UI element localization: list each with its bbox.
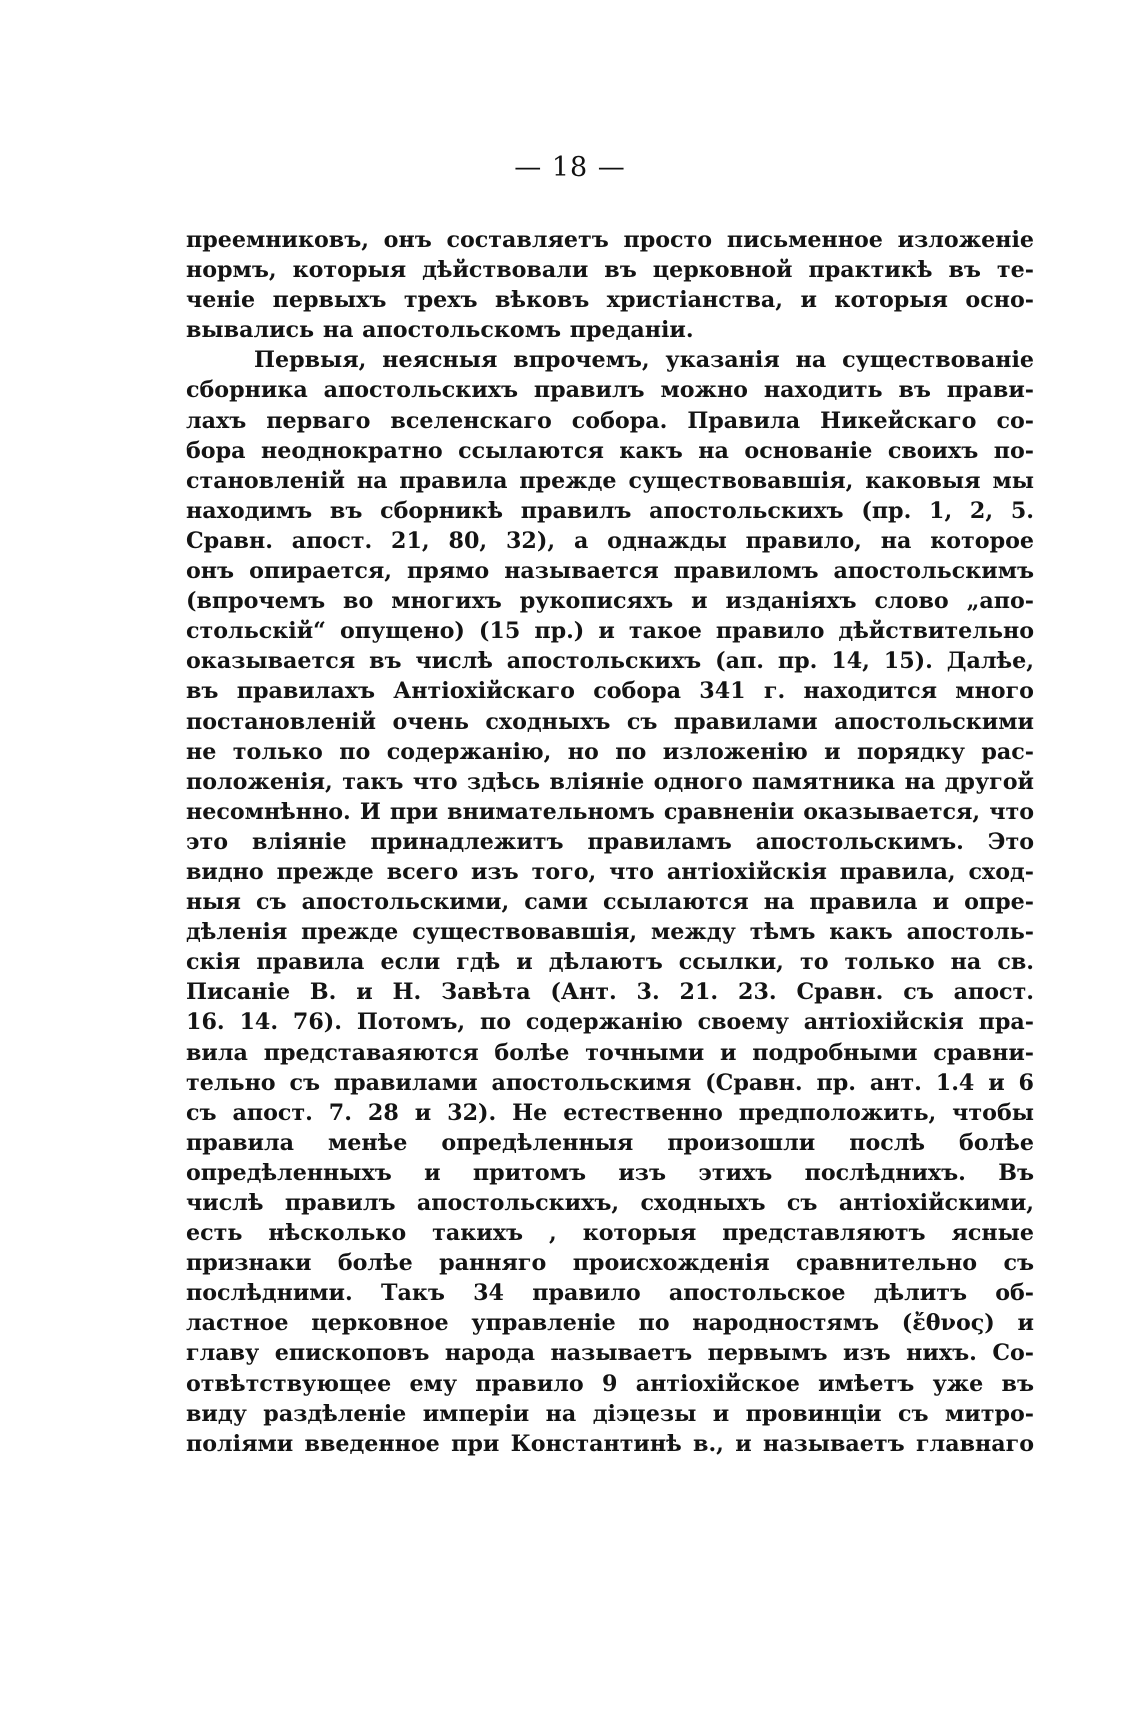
text-line: видно прежде всего изъ того, что антіохійскія правила, сход- (186, 858, 1034, 885)
text-line: находимъ въ сборникѣ правилъ апостольскихъ (пр. 1, 2, 5. (186, 497, 1034, 524)
text-line: поліями введенное при Константинѣ в., и называетъ главнаго (186, 1430, 1034, 1457)
text-line: вывались на апостольскомъ преданіи. (186, 317, 694, 344)
text-line: скія правила если гдѣ и дѣлаютъ ссылки, то только на св. (186, 949, 1034, 976)
text-line: лахъ перваго вселенскаго собора. Правила Никейскаго со- (186, 407, 1034, 434)
text-line: преемниковъ, онъ составляетъ просто письменное изложеніе (186, 227, 1034, 253)
text-line: несомнѣнно. И при внимательномъ сравненіи оказывается, что (186, 798, 1034, 825)
text-line: признаки болѣе ранняго происхожденія сравнительно съ (186, 1250, 1034, 1277)
text-line: съ апост. 7. 28 и 32). Не естественно предположить, чтобы (186, 1099, 1034, 1126)
text-line: дѣленія прежде существовавшія, между тѣмъ какъ апостоль- (186, 919, 1034, 946)
text-line: главу епископовъ народа называетъ первымъ изъ нихъ. Со- (186, 1340, 1034, 1367)
text-line: въ правилахъ Антіохійскаго собора 341 г. находится много (186, 678, 1034, 705)
body-text (186, 225, 1034, 1459)
text-line: ченіе первыхъ трехъ вѣковъ христіанства, и которыя осно- (186, 287, 1034, 314)
text-line: ластное церковное управленіе по народностямъ (ἔθνος) и (186, 1310, 1034, 1337)
text-line: вила представаяются болѣе точными и подробными сравни- (186, 1039, 1034, 1066)
text-line: опредѣленныхъ и притомъ изъ этихъ послѣднихъ. Въ (186, 1159, 1034, 1186)
page-number: — 18 — (514, 152, 626, 183)
text-line: Сравн. апост. 21, 80, 32), а однажды правило, на которое (186, 527, 1034, 554)
text-line: есть нѣсколько такихъ , которыя представляютъ ясные (186, 1220, 1034, 1247)
text-line: стольскій“ опущено) (15 пр.) и такое правило дѣйствительно (186, 618, 1034, 645)
text-line: становленій на правила прежде существовавшія, каковыя мы (186, 467, 1034, 494)
text-line: ныя съ апостольскими, сами ссылаются на правила и опре- (186, 889, 1034, 916)
text-line: (впрочемъ во многихъ рукописяхъ и изданіяхъ слово „апо- (186, 588, 1034, 615)
text-line: постановленій очень сходныхъ съ правилами апостольскими (186, 708, 1034, 735)
text-line: положенія, такъ что здѣсь вліяніе одного памятника на другой (186, 768, 1034, 795)
text-line: сборника апостольскихъ правилъ можно находить въ прави- (186, 377, 1034, 404)
text-line: нормъ, которыя дѣйствовали въ церковной практикѣ въ те- (186, 257, 1034, 284)
text-line: Писаніе В. и Н. Завѣта (Ант. 3. 21. 23. Сравн. съ апост. (186, 979, 1034, 1006)
text-line: отвѣтствующее ему правило 9 антіохійское имѣетъ уже въ (186, 1370, 1034, 1397)
text-line: послѣдними. Такъ 34 правило апостольское дѣлитъ об- (186, 1280, 1034, 1307)
text-line: не только по содержанію, но по изложенію и порядку рас- (186, 738, 1034, 765)
text-line: тельно съ правилами апостольскимя (Сравн. пр. ант. 1.4 и 6 (186, 1069, 1034, 1096)
text-line: правила менѣе опредѣленныя произошли послѣ болѣе (186, 1129, 1034, 1156)
text-line: виду раздѣленіе имперіи на діэцезы и провинціи съ митро- (186, 1400, 1034, 1427)
text-line: 16. 14. 76). Потомъ, по содержанію своему антіохійскія пра- (186, 1009, 1034, 1036)
text-line: это вліяніе принадлежитъ правиламъ апостольскимъ. Это (186, 828, 1034, 855)
text-line: Первыя, неясныя впрочемъ, указанія на существованіе (254, 347, 1034, 374)
text-line: бора неоднократно ссылаются какъ на основаніе своихъ по- (186, 437, 1034, 464)
text-line: числѣ правилъ апостольскихъ, сходныхъ съ антіохійскими, (186, 1190, 1034, 1216)
text-line: оказывается въ числѣ апостольскихъ (ап. пр. 14, 15). Далѣе, (186, 648, 1034, 675)
text-line: онъ опирается, прямо называется правиломъ апостольскимъ (186, 558, 1034, 585)
